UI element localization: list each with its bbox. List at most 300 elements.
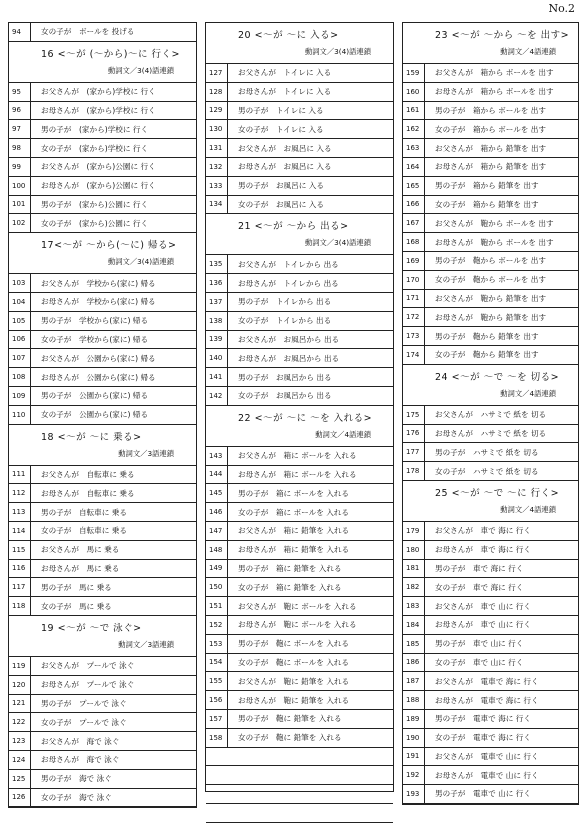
item-number: 141 [206,368,228,386]
table-row [403,83,578,102]
item-sentence: お母さんが 鞄に 鉛筆を 入れる [238,695,350,705]
item-sentence: お母さんが 車で 山に 行く [435,620,531,630]
item-sentence: お父さんが 鞄に 鉛筆を 入れる [238,676,350,686]
item-sentence: 男の子が トイレから 出る [238,297,332,307]
item-sentence: 女の子が 箱から 鉛筆を 出す [435,199,539,209]
item-sentence: お父さんが 箱に ボールを 入れる [238,451,357,461]
table-row [9,312,196,331]
item-sentence: お父さんが 自転車に 乗る [41,469,135,479]
item-number: 115 [9,541,31,559]
item-number: 186 [403,654,425,672]
item-number: 124 [9,751,31,769]
item-number: 191 [403,748,425,766]
item-number: 132 [206,158,228,176]
item-sentence: お母さんが ハサミで 紙を 切る [435,428,547,438]
item-sentence: 男の子が 馬に 乗る [41,582,112,592]
item-number: 168 [403,233,425,251]
table-row [9,466,196,485]
item-sentence: 男の子が 鞄から ボールを 出す [435,256,546,266]
section-header [206,23,393,64]
item-sentence: 女の子が ボールを 投げる [41,27,135,37]
table-row [206,541,393,560]
item-number: 167 [403,214,425,232]
table-row [9,751,196,770]
item-sentence: お父さんが (家から)公園に 行く [41,162,156,172]
item-number: 192 [403,766,425,784]
item-sentence: 男の子が (家から)学校に 行く [41,124,149,134]
item-number: 179 [403,522,425,540]
item-sentence: 女の子が (家から)学校に 行く [41,143,149,153]
table-row [9,578,196,597]
table-row [403,233,578,252]
table-row [403,139,578,158]
item-number: 96 [9,102,31,120]
item-sentence: 男の子が 箱に ボールを 入れる [238,488,349,498]
item-number: 98 [9,139,31,157]
table-row [403,346,578,365]
table-row [206,255,393,274]
table-row [403,308,578,327]
item-sentence: 女の子が トイレに 入る [238,124,324,134]
table-row [206,64,393,83]
item-sentence: お母さんが 公園から(家に) 帰る [41,372,156,382]
item-number: 146 [206,503,228,521]
page-number: No.2 [548,2,575,15]
table-row [403,196,578,215]
table-row [206,484,393,503]
item-sentence: 女の子が 公園から(家に) 帰る [41,410,149,420]
item-number: 94 [9,23,31,41]
column-3 [402,22,579,805]
item-sentence: お父さんが 鞄から ボールを 出す [435,218,554,228]
table-row [206,177,393,196]
item-number: 118 [9,597,31,615]
item-sentence: お父さんが お風呂に 入る [238,143,332,153]
item-sentence: 女の子が 鞄に ボールを 入れる [238,657,349,667]
section-title: 24 <～が ～で ～を 切る> [435,371,560,383]
item-number: 180 [403,541,425,559]
table-row [403,560,578,579]
item-number: 104 [9,293,31,311]
section-subtitle: 動詞文／4語連鎖 [500,504,556,514]
item-number: 136 [206,274,228,292]
column-1 [8,22,197,808]
blank-row [206,766,393,785]
table-row [403,729,578,748]
section-subtitle: 動詞文／4語連鎖 [500,47,556,56]
item-number: 121 [9,695,31,713]
item-number: 144 [206,466,228,484]
section-header [403,481,578,522]
item-number: 114 [9,522,31,540]
item-sentence: 男の子が 海で 泳ぐ [41,774,112,784]
table-row [9,331,196,350]
item-number: 129 [206,102,228,120]
table-row [206,672,393,691]
item-number: 117 [9,578,31,596]
section-title: 18 <～が ～に 乗る> [41,431,142,443]
item-sentence: 男の子が (家から)公園に 行く [41,199,149,209]
item-number: 103 [9,274,31,292]
table-row [206,616,393,635]
item-number: 188 [403,691,425,709]
item-sentence: お母さんが お風呂に 入る [238,162,332,172]
item-number: 101 [9,196,31,214]
table-row [206,578,393,597]
table-row [9,560,196,579]
item-sentence: お母さんが 鞄から ボールを 出す [435,237,554,247]
item-sentence: 男の子が 箱に 鉛筆を 入れる [238,563,342,573]
section-subtitle: 動詞文／3(4)語連鎖 [107,257,174,267]
item-number: 166 [403,196,425,214]
item-number: 174 [403,346,425,364]
item-number: 173 [403,327,425,345]
item-sentence: お母さんが 箱から ボールを 出す [435,87,554,97]
table-row [403,462,578,481]
section-title: 20 <～が ～に 入る> [238,30,339,41]
item-sentence: お父さんが 電車で 山に 行く [435,751,539,761]
item-number: 120 [9,676,31,694]
table-row [403,406,578,425]
table-row [206,368,393,387]
table-row [403,177,578,196]
item-number: 109 [9,387,31,405]
table-row [403,785,578,804]
table-row [9,158,196,177]
table-row [9,177,196,196]
item-number: 125 [9,770,31,788]
item-sentence: お母さんが 海で 泳ぐ [41,755,120,765]
table-row [9,214,196,233]
table-row [403,425,578,444]
section-subtitle: 動詞文／3(4)語連鎖 [304,47,371,56]
table-row [206,466,393,485]
table-row [9,484,196,503]
table-row [206,729,393,748]
table-row [403,748,578,767]
table-row [9,274,196,293]
item-number: 151 [206,597,228,615]
item-number: 111 [9,466,31,484]
table-row [206,83,393,102]
table-row [403,327,578,346]
table-row [206,387,393,406]
item-sentence: 男の子が 公園から(家に) 帰る [41,391,149,401]
item-number: 164 [403,158,425,176]
item-sentence: 女の子が 自転車に 乗る [41,526,127,536]
table-row [9,196,196,215]
item-sentence: 男の子が 鞄から 鉛筆を 出す [435,331,539,341]
item-sentence: 男の子が 箱から 鉛筆を 出す [435,181,539,191]
table-row [9,83,196,102]
table-row [206,293,393,312]
table-row [206,349,393,368]
column-2 [205,22,394,792]
blank-row [206,785,393,804]
item-number: 169 [403,252,425,270]
item-sentence: お母さんが 箱から 鉛筆を 出す [435,162,547,172]
table-row [206,331,393,350]
item-number: 158 [206,729,228,747]
table-row [403,64,578,83]
table-row [403,616,578,635]
item-number: 106 [9,331,31,349]
blank-row [206,823,393,840]
item-sentence: お父さんが トイレから 出る [238,259,339,269]
item-number: 161 [403,102,425,120]
item-sentence: 女の子が 鞄に 鉛筆を 入れる [238,733,342,743]
item-number: 130 [206,120,228,138]
section-title: 19 <～が ～で 泳ぐ> [41,622,142,634]
item-sentence: お父さんが プールで 泳ぐ [41,661,135,671]
table-row [206,447,393,466]
item-sentence: お母さんが 箱に ボールを 入れる [238,469,357,479]
table-row [403,672,578,691]
item-number: 113 [9,503,31,521]
table-row [403,691,578,710]
item-sentence: お母さんが 学校から(家に) 帰る [41,297,156,307]
section-subtitle: 動詞文／3(4)語連鎖 [304,238,371,248]
table-row [206,654,393,673]
item-sentence: お父さんが 車で 海に 行く [435,526,531,536]
item-sentence: 女の子が 海で 泳ぐ [41,792,112,802]
table-row [9,368,196,387]
section-header [9,425,196,466]
item-sentence: お父さんが トイレに 入る [238,68,332,78]
item-number: 143 [206,447,228,465]
table-row [403,443,578,462]
table-row [403,120,578,139]
item-number: 137 [206,293,228,311]
item-number: 183 [403,597,425,615]
item-sentence: 女の子が 箱に ボールを 入れる [238,507,349,517]
table-row [206,710,393,729]
item-number: 156 [206,691,228,709]
section-title: 22 <～が ～に ～を 入れる> [238,412,373,424]
item-number: 133 [206,177,228,195]
item-number: 172 [403,308,425,326]
item-sentence: お母さんが 電車で 山に 行く [435,770,539,780]
item-sentence: 女の子が 箱に 鉛筆を 入れる [238,582,342,592]
item-number: 123 [9,732,31,750]
item-sentence: 女の子が トイレから 出る [238,316,332,326]
section-subtitle: 動詞文／3語連鎖 [118,448,174,458]
item-sentence: お母さんが 車で 海に 行く [435,545,531,555]
item-sentence: 男の子が 自転車に 乗る [41,507,127,517]
item-number: 102 [9,214,31,232]
table-row [9,102,196,121]
item-sentence: 女の子が お風呂に 入る [238,199,324,209]
item-sentence: 男の子が 学校から(家に) 帰る [41,316,149,326]
item-number: 148 [206,541,228,559]
item-sentence: 男の子が トイレに 入る [238,105,324,115]
table-row [206,274,393,293]
item-sentence: 女の子が 車で 海に 行く [435,582,524,592]
table-row [206,522,393,541]
section-title: 17<～が ～から(～に) 帰る> [41,240,177,252]
item-number: 149 [206,560,228,578]
item-sentence: お父さんが 箱から 鉛筆を 出す [435,143,547,153]
item-number: 105 [9,312,31,330]
item-sentence: 女の子が 電車で 海に 行く [435,733,531,743]
table-row [403,578,578,597]
item-sentence: 女の子が プールで 泳ぐ [41,717,127,727]
item-number: 97 [9,120,31,138]
item-number: 135 [206,255,228,273]
table-row [9,522,196,541]
item-number: 154 [206,654,228,672]
item-number: 162 [403,120,425,138]
item-sentence: お父さんが 海で 泳ぐ [41,736,120,746]
item-sentence: お母さんが (家から)公園に 行く [41,181,156,191]
section-header [206,406,393,447]
table-row [403,102,578,121]
table-row [9,293,196,312]
item-sentence: お母さんが 馬に 乗る [41,563,120,573]
item-number: 153 [206,635,228,653]
item-number: 159 [403,64,425,82]
item-sentence: 女の子が ハサミで 紙を 切る [435,466,539,476]
section-subtitle: 動詞文／3語連鎖 [118,639,174,649]
item-number: 182 [403,578,425,596]
item-number: 176 [403,425,425,443]
section-header [9,616,196,657]
table-row [206,503,393,522]
table-row [206,560,393,579]
item-number: 128 [206,83,228,101]
item-number: 189 [403,710,425,728]
item-number: 127 [206,64,228,82]
item-number: 181 [403,560,425,578]
section-subtitle: 動詞文／4語連鎖 [500,388,556,398]
section-title: 21 <～が ～から 出る> [238,221,349,233]
item-number: 177 [403,443,425,461]
item-number: 145 [206,484,228,502]
item-number: 165 [403,177,425,195]
section-subtitle: 動詞文／3(4)語連鎖 [107,65,174,75]
table-row [9,695,196,714]
item-number: 119 [9,657,31,675]
table-row [9,387,196,406]
item-number: 160 [403,83,425,101]
table-row [9,23,196,42]
item-number: 142 [206,387,228,405]
section-header [206,214,393,255]
section-header [9,233,196,274]
item-number: 110 [9,406,31,424]
table-row [206,139,393,158]
section-title: 25 <～が ～で ～に 行く> [435,487,560,499]
item-sentence: お父さんが 箱から ボールを 出す [435,68,554,78]
section-subtitle: 動詞文／4語連鎖 [315,429,371,439]
item-sentence: 男の子が プールで 泳ぐ [41,698,127,708]
item-sentence: お父さんが (家から)学校に 行く [41,87,156,97]
item-sentence: お母さんが 鞄に ボールを 入れる [238,620,357,630]
item-sentence: お父さんが 鞄から 鉛筆を 出す [435,293,547,303]
item-number: 193 [403,785,425,803]
item-sentence: 男の子が 鞄に 鉛筆を 入れる [238,714,342,724]
table-row [9,657,196,676]
item-sentence: 女の子が 車で 山に 行く [435,657,524,667]
item-number: 184 [403,616,425,634]
item-number: 122 [9,713,31,731]
blank-row [206,804,393,823]
table-row [206,635,393,654]
table-row [403,654,578,673]
item-number: 99 [9,158,31,176]
table-row [403,290,578,309]
item-number: 163 [403,139,425,157]
item-number: 116 [9,560,31,578]
section-title: 16 <～が (～から)～に 行く> [41,48,180,60]
blank-row [206,748,393,767]
item-sentence: お母さんが プールで 泳ぐ [41,680,135,690]
item-sentence: お母さんが (家から)学校に 行く [41,105,156,115]
section-header [403,365,578,406]
table-row [9,120,196,139]
item-number: 138 [206,312,228,330]
item-sentence: お母さんが トイレから 出る [238,278,339,288]
item-sentence: 男の子が 電車で 海に 行く [435,714,531,724]
table-row [9,789,196,808]
item-number: 134 [206,196,228,214]
item-sentence: 男の子が 鞄に ボールを 入れる [238,639,349,649]
table-row [403,252,578,271]
table-row [9,713,196,732]
item-sentence: 男の子が 電車で 山に 行く [435,789,531,799]
table-row [206,196,393,215]
item-number: 170 [403,271,425,289]
table-row [206,691,393,710]
item-number: 152 [206,616,228,634]
table-row [403,271,578,290]
item-sentence: お母さんが お風呂から 出る [238,353,340,363]
item-sentence: 男の子が 車で 海に 行く [435,563,524,573]
table-row [403,522,578,541]
item-number: 100 [9,177,31,195]
table-row [403,597,578,616]
item-number: 112 [9,484,31,502]
item-number: 108 [9,368,31,386]
item-number: 185 [403,635,425,653]
table-row [403,710,578,729]
item-number: 147 [206,522,228,540]
item-number: 131 [206,139,228,157]
item-number: 139 [206,331,228,349]
item-sentence: お父さんが お風呂から 出る [238,334,340,344]
table-row [206,158,393,177]
table-row [9,349,196,368]
item-number: 175 [403,406,425,424]
item-sentence: 女の子が 鞄から 鉛筆を 出す [435,350,539,360]
item-sentence: お母さんが 箱に 鉛筆を 入れる [238,545,350,555]
table-row [403,635,578,654]
table-row [403,766,578,785]
item-number: 150 [206,578,228,596]
item-sentence: 女の子が 学校から(家に) 帰る [41,334,149,344]
table-row [403,158,578,177]
table-row [9,597,196,616]
table-row [206,312,393,331]
item-sentence: 男の子が お風呂に 入る [238,181,324,191]
item-sentence: お父さんが 鞄に ボールを 入れる [238,601,357,611]
item-number: 157 [206,710,228,728]
item-sentence: 男の子が お風呂から 出る [238,372,332,382]
item-number: 155 [206,672,228,690]
item-sentence: お父さんが 公園から(家に) 帰る [41,353,156,363]
item-number: 190 [403,729,425,747]
item-sentence: 男の子が ハサミで 紙を 切る [435,447,539,457]
